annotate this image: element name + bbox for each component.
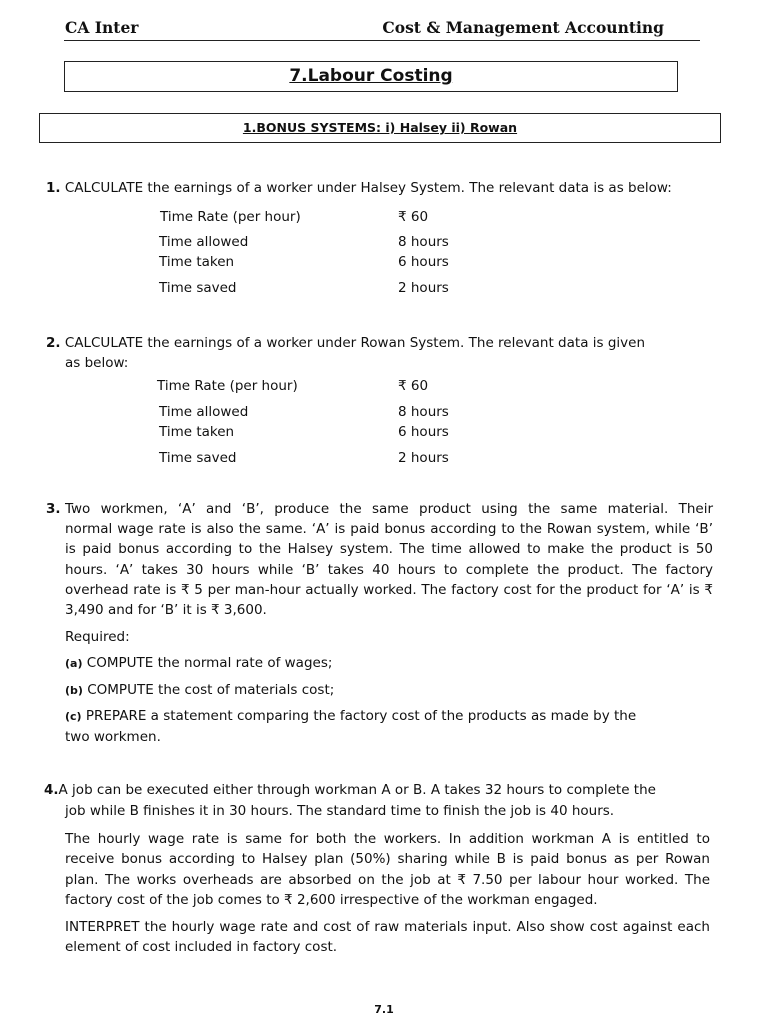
question-4-paragraph-3: INTERPRET the hourly wage rate and cost of raw materials input. Also show cost against each element of cost included in factory cost. <box>65 919 710 956</box>
question-3-number: 3. <box>46 501 61 517</box>
question-2-line <box>46 333 645 353</box>
chapter-title: 7.Labour Costing <box>64 61 678 92</box>
subquestion-c <box>65 706 636 727</box>
q2-row-value: 6 hours <box>398 424 449 440</box>
subquestion-c-text-cont: two workmen. <box>65 729 161 745</box>
subquestion-b-label: (b) <box>65 684 83 697</box>
q1-row-value: 8 hours <box>398 234 449 250</box>
subquestion-b-text: COMPUTE the cost of materials cost; <box>87 682 335 698</box>
question-2-number: 2. <box>46 335 61 351</box>
subquestion-a <box>65 653 332 674</box>
subquestion-c-label: (c) <box>65 710 82 723</box>
q2-row-label: Time allowed <box>159 404 249 420</box>
section-title: 1.BONUS SYSTEMS: i) Halsey ii) Rowan <box>39 113 721 143</box>
subquestion-a-label: (a) <box>65 657 83 670</box>
subquestion-b <box>65 680 334 701</box>
q1-row-value: ₹ 60 <box>398 209 429 225</box>
q2-row-label: Time taken <box>159 424 235 440</box>
header-left: CA Inter <box>65 18 139 37</box>
question-3-text-cont: normal wage rate is also the same. ‘A’ is paid bonus according to the Rowan system, while ‘B’ is paid bonus according to the Halsey system. The time allowed to make the product is 50 hours. ‘A’ takes 30 hours while ‘B’ takes 40 hours to complete the product. The factory overhead rate is ₹ 5 per man-hour actually worked. The factory cost for the product for ‘A’ is ₹ 3,490 and for ‘B’ it is ₹ 3,600. <box>65 521 713 619</box>
subquestion-a-text: COMPUTE the normal rate of wages; <box>86 655 333 671</box>
q2-row-label: Time Rate (per hour) <box>157 378 298 394</box>
q1-row-label: Time taken <box>159 254 235 270</box>
q1-row-value: 6 hours <box>398 254 449 270</box>
question-4-number: 4. <box>44 782 59 798</box>
page-number: 7.1 <box>374 1003 394 1016</box>
question-4-text-cont: job while B finishes it in 30 hours. The standard time to finish the job is 40 hours. <box>65 803 615 819</box>
question-1-text: CALCULATE the earnings of a worker under Halsey System. The relevant data is as below: <box>60 180 672 196</box>
header-rule <box>64 40 700 41</box>
question-4-text: A job can be executed either through workman A or B. A takes 32 hours to complete the <box>58 782 656 798</box>
question-1-number: 1. <box>46 180 61 196</box>
required-label: Required: <box>65 629 130 645</box>
q2-row-value: 8 hours <box>398 404 449 420</box>
question-3-text: Two workmen, ‘A’ and ‘B’, produce the same product using the same material. Their <box>65 501 713 517</box>
question-4-line <box>44 780 656 800</box>
header-right: Cost & Management Accounting <box>382 18 664 37</box>
q1-row-label: Time saved <box>159 280 237 296</box>
question-4-paragraph-2: The hourly wage rate is same for both the workers. In addition workman A is entitled to receive bonus according to Halsey plan (50%) sharing while B is paid bonus as per Rowan plan. The works overheads are absorbed on the job at ₹ 7.50 per labour hour worked. The factory cost of the job comes to ₹ 2,600 irrespective of the workman engaged. <box>65 831 710 908</box>
q2-row-value: ₹ 60 <box>398 378 429 394</box>
subquestion-c-text: PREPARE a statement comparing the factory cost of the products as made by the <box>85 708 637 724</box>
question-2-text-cont: as below: <box>65 355 129 371</box>
q2-row-value: 2 hours <box>398 450 449 466</box>
q1-row-value: 2 hours <box>398 280 449 296</box>
question-1-line <box>46 178 672 198</box>
q1-row-label: Time allowed <box>159 234 249 250</box>
question-2-text: CALCULATE the earnings of a worker under Rowan System. The relevant data is given <box>60 335 646 351</box>
q2-row-label: Time saved <box>159 450 237 466</box>
q1-row-label: Time Rate (per hour) <box>160 209 301 225</box>
